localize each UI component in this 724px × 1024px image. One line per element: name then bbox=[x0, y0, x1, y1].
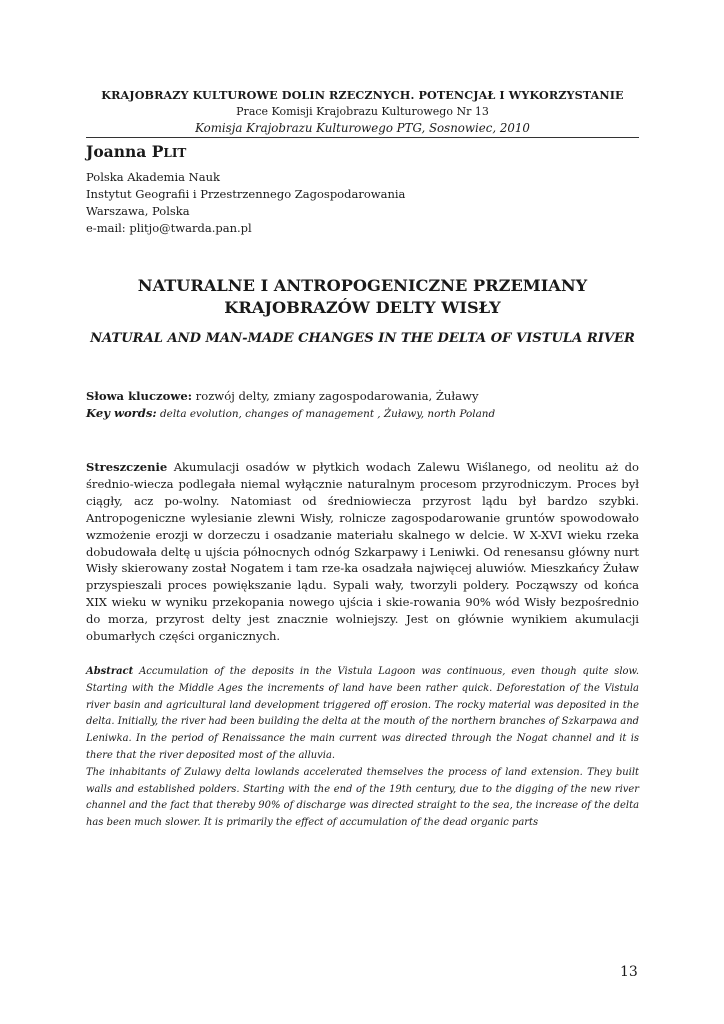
keywords-en-label: Key words: bbox=[86, 406, 157, 420]
author-last-rest: LIT bbox=[163, 146, 187, 160]
abstract-pl-label: Streszczenie bbox=[86, 460, 168, 474]
author-name bbox=[86, 142, 186, 161]
header-divider bbox=[86, 137, 639, 138]
keywords-pl bbox=[86, 389, 639, 403]
page-number: 13 bbox=[620, 964, 638, 980]
abstract-en-label: Abstract bbox=[86, 666, 134, 677]
abstract-pl-text: Akumulacji osadów w płytkich wodach Zalewu Wiślanego, od neolitu aż do średnio-wiecza podlegała niemal wyłącznie naturalnym procesom przyrodniczym. Proces był ciągły, acz po-wolny. Natomiast od średniowiecza przyrost lądu był bardzo szybki. Antropogeniczne wylesianie zlewni Wisły, rolnicze zagospodarowanie gruntów spowodowało wzmożenie erozji w dorzeczu i osadzanie materiału skalnego w delcie. W X-XVI wieku rzeka dobudowała deltę u ujścia północnych odnóg Szkarpawy i Leniwki. Od renesansu główny nurt Wisły skierowany został Nogatem i tam rze-ka osadzała najwięcej aluwiów. Mieszkańcy Żuław przyspieszali proces powiększanie lądu. Sypali wały, tworzyli poldery. Począwszy od końca XIX wieku w wyniku przekopania nowego ujścia i skie-rowania 90% wód Wisły bezpośrednio do morza, przyrost delty jest znacznie wolniejszy. Jest on głównie wynikiem akumulacji obumarłych części organicznych. bbox=[86, 460, 639, 644]
paper-title-en: NATURAL AND MAN-MADE CHANGES IN THE DELTA OF VISTULA RIVER bbox=[90, 331, 635, 346]
series-title: KRAJOBRAZY KULTUROWE DOLIN RZECZNYCH. POTENCJAŁ I WYKORZYSTANIE bbox=[101, 88, 624, 102]
keywords-pl-text: rozwój delty, zmiany zagospodarowania, Żuławy bbox=[191, 389, 479, 403]
keywords-en-text: delta evolution, changes of management , Żuławy, north Poland bbox=[156, 408, 496, 420]
keywords-en bbox=[86, 406, 639, 420]
affiliation-line: Polska Akademia Nauk bbox=[86, 170, 220, 184]
paper-title-pl-line2: KRAJOBRAZÓW DELTY WISŁY bbox=[224, 298, 501, 317]
paper-title-pl-line1: NATURALNE I ANTROPOGENICZNE PRZEMIANY bbox=[137, 276, 588, 295]
author-first-name: Joanna bbox=[86, 142, 147, 161]
abstract-pl bbox=[86, 459, 639, 645]
abstract-en-paragraph bbox=[86, 664, 639, 765]
publisher-line: Komisja Krajobrazu Kulturowego PTG, Sosnowiec, 2010 bbox=[195, 121, 530, 135]
author-email[interactable]: e-mail: plitjo@twarda.pan.pl bbox=[86, 221, 252, 235]
series-subtitle: Prace Komisji Krajobrazu Kulturowego Nr 13 bbox=[236, 105, 489, 118]
keywords-pl-label: Słowa kluczowe: bbox=[86, 389, 192, 403]
author-last-initial: P bbox=[151, 142, 164, 161]
affiliation-line: Warszawa, Polska bbox=[86, 204, 190, 218]
affiliation-line: Instytut Geografii i Przestrzennego Zagospodarowania bbox=[86, 187, 406, 201]
abstract-en bbox=[86, 664, 639, 832]
abstract-en-paragraph: The inhabitants of Zulawy delta lowlands accelerated themselves the process of land extension. They built walls and established polders. Starting with the end of the 19th century, due to the digging of the new river channel and the fact that thereby 90% of discharge was directed straight to the sea, the increase of the delta has been much slower. It is primarily the effect of accumulation of the dead organic parts bbox=[86, 766, 639, 829]
abstract-en-text: Accumulation of the deposits in the Vistula Lagoon was continuous, even though quite slow. Starting with the Middle Ages the increments of land have been rather quick. Deforestation of the Vistula river basin and agricultural land development triggered off erosion. The rocky material was deposited in the delta. Initially, the river had been building the delta at the mouth of the northern branches of Szkarpawa and Leniwka. In the period of Renaissance the main current was directed through the Nogat channel and it is there that the river deposited most of the alluvia. bbox=[86, 666, 639, 761]
